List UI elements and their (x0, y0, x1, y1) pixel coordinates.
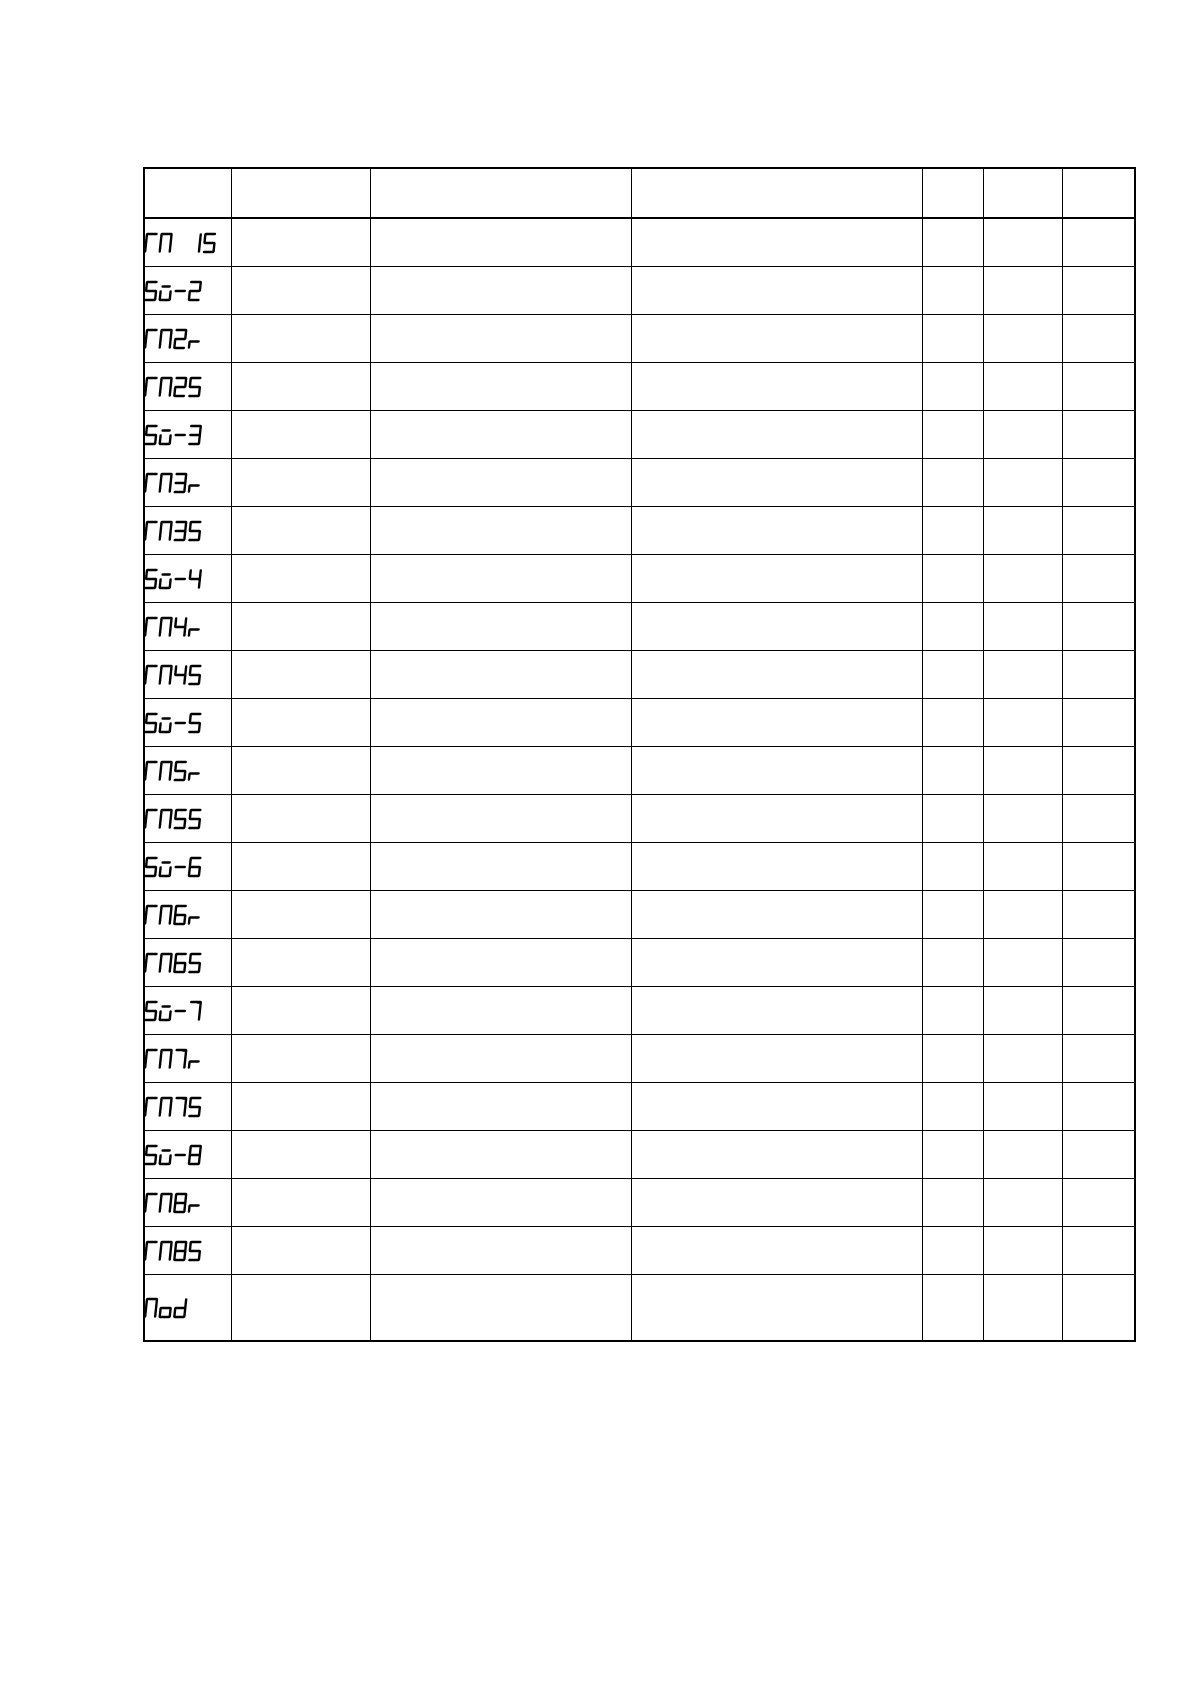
name-cell (231, 363, 370, 411)
name-cell (231, 843, 370, 891)
parameter-code (145, 232, 231, 254)
parameter-code (145, 664, 231, 686)
col6-cell (983, 987, 1062, 1035)
parameter-code (145, 760, 231, 782)
table-row (144, 603, 1135, 651)
code-cell (144, 1083, 231, 1131)
parameter-code (145, 856, 231, 878)
col7-cell (1062, 218, 1135, 267)
description-cell (370, 507, 631, 555)
col7-cell (1062, 315, 1135, 363)
col7-cell (1062, 459, 1135, 507)
col6-cell (983, 651, 1062, 699)
col6-cell (983, 363, 1062, 411)
table-row (144, 651, 1135, 699)
parameter-code (145, 904, 231, 926)
code-cell (144, 603, 231, 651)
name-cell (231, 1083, 370, 1131)
table-row (144, 218, 1135, 267)
range-cell (631, 1227, 922, 1275)
description-cell (370, 459, 631, 507)
col7-cell (1062, 603, 1135, 651)
name-cell (231, 699, 370, 747)
parameter-code (145, 1000, 231, 1022)
code-cell (144, 1275, 231, 1342)
code-cell (144, 795, 231, 843)
parameter-code (145, 616, 231, 638)
col5-cell (922, 1227, 983, 1275)
code-cell (144, 747, 231, 795)
col5-cell (922, 747, 983, 795)
col6-cell (983, 555, 1062, 603)
col6-cell (983, 1179, 1062, 1227)
description-cell (370, 1275, 631, 1342)
col6-cell (983, 699, 1062, 747)
col6-cell (983, 1083, 1062, 1131)
description-cell (370, 218, 631, 267)
col6-cell (983, 218, 1062, 267)
description-cell (370, 315, 631, 363)
table-row (144, 555, 1135, 603)
code-cell (144, 555, 231, 603)
col5-cell (922, 891, 983, 939)
col7-cell (1062, 1083, 1135, 1131)
code-cell (144, 699, 231, 747)
col5-cell (922, 411, 983, 459)
table-row (144, 843, 1135, 891)
parameter-code (145, 712, 231, 734)
description-cell (370, 555, 631, 603)
parameter-code (145, 424, 231, 446)
col6-cell (983, 507, 1062, 555)
name-cell (231, 411, 370, 459)
range-cell (631, 507, 922, 555)
code-cell (144, 267, 231, 315)
col6-cell (983, 843, 1062, 891)
col5-cell (922, 315, 983, 363)
col7-cell (1062, 555, 1135, 603)
description-cell (370, 363, 631, 411)
parameter-code (145, 1297, 231, 1319)
col7-cell (1062, 795, 1135, 843)
description-cell (370, 1227, 631, 1275)
description-cell (370, 987, 631, 1035)
col7-cell (1062, 411, 1135, 459)
col6-cell (983, 603, 1062, 651)
range-cell (631, 651, 922, 699)
col6-cell (983, 315, 1062, 363)
header-cell-col5 (922, 168, 983, 218)
col7-cell (1062, 699, 1135, 747)
table-row (144, 363, 1135, 411)
col5-cell (922, 507, 983, 555)
col5-cell (922, 603, 983, 651)
name-cell (231, 939, 370, 987)
code-cell (144, 891, 231, 939)
range-cell (631, 939, 922, 987)
table-row (144, 1035, 1135, 1083)
table-row (144, 699, 1135, 747)
name-cell (231, 987, 370, 1035)
description-cell (370, 411, 631, 459)
range-cell (631, 843, 922, 891)
header-cell-range (631, 168, 922, 218)
col7-cell (1062, 1179, 1135, 1227)
name-cell (231, 1131, 370, 1179)
table-row (144, 891, 1135, 939)
col7-cell (1062, 1131, 1135, 1179)
description-cell (370, 1083, 631, 1131)
range-cell (631, 218, 922, 267)
col6-cell (983, 411, 1062, 459)
col7-cell (1062, 891, 1135, 939)
col6-cell (983, 1035, 1062, 1083)
col6-cell (983, 1131, 1062, 1179)
col5-cell (922, 363, 983, 411)
col7-cell (1062, 363, 1135, 411)
col7-cell (1062, 507, 1135, 555)
col5-cell (922, 267, 983, 315)
table-row (144, 987, 1135, 1035)
table-row (144, 1179, 1135, 1227)
col6-cell (983, 1275, 1062, 1342)
col6-cell (983, 795, 1062, 843)
header-cell-col6 (983, 168, 1062, 218)
name-cell (231, 603, 370, 651)
col6-cell (983, 939, 1062, 987)
col6-cell (983, 459, 1062, 507)
header-cell-description (370, 168, 631, 218)
name-cell (231, 315, 370, 363)
description-cell (370, 939, 631, 987)
range-cell (631, 459, 922, 507)
description-cell (370, 1131, 631, 1179)
code-cell (144, 1131, 231, 1179)
col7-cell (1062, 939, 1135, 987)
name-cell (231, 218, 370, 267)
col6-cell (983, 747, 1062, 795)
table-row (144, 1227, 1135, 1275)
range-cell (631, 795, 922, 843)
description-cell (370, 699, 631, 747)
code-cell (144, 1179, 231, 1227)
parameter-code (145, 376, 231, 398)
col5-cell (922, 555, 983, 603)
table-row (144, 315, 1135, 363)
code-cell (144, 459, 231, 507)
col7-cell (1062, 651, 1135, 699)
range-cell (631, 1035, 922, 1083)
range-cell (631, 699, 922, 747)
header-row (144, 168, 1135, 218)
col5-cell (922, 1083, 983, 1131)
col5-cell (922, 1035, 983, 1083)
col5-cell (922, 795, 983, 843)
range-cell (631, 267, 922, 315)
range-cell (631, 1275, 922, 1342)
parameter-code (145, 808, 231, 830)
code-cell (144, 987, 231, 1035)
code-cell (144, 651, 231, 699)
range-cell (631, 747, 922, 795)
range-cell (631, 315, 922, 363)
code-cell (144, 315, 231, 363)
parameter-code (145, 520, 231, 542)
name-cell (231, 747, 370, 795)
header-cell-col7 (1062, 168, 1135, 218)
range-cell (631, 363, 922, 411)
name-cell (231, 1035, 370, 1083)
description-cell (370, 267, 631, 315)
description-cell (370, 1035, 631, 1083)
table-row (144, 747, 1135, 795)
range-cell (631, 1131, 922, 1179)
table-row (144, 1083, 1135, 1131)
table-row (144, 1275, 1135, 1342)
col7-cell (1062, 1275, 1135, 1342)
table-row (144, 795, 1135, 843)
col5-cell (922, 1275, 983, 1342)
parameter-code (145, 568, 231, 590)
table-row (144, 507, 1135, 555)
col5-cell (922, 1131, 983, 1179)
name-cell (231, 795, 370, 843)
parameter-code (145, 328, 231, 350)
parameter-table (143, 167, 1136, 1342)
name-cell (231, 555, 370, 603)
name-cell (231, 891, 370, 939)
col6-cell (983, 891, 1062, 939)
range-cell (631, 411, 922, 459)
col6-cell (983, 1227, 1062, 1275)
description-cell (370, 1179, 631, 1227)
parameter-code (145, 1192, 231, 1214)
description-cell (370, 747, 631, 795)
name-cell (231, 1179, 370, 1227)
header-cell-name (231, 168, 370, 218)
name-cell (231, 1227, 370, 1275)
col7-cell (1062, 843, 1135, 891)
col5-cell (922, 843, 983, 891)
parameter-code (145, 472, 231, 494)
description-cell (370, 651, 631, 699)
description-cell (370, 891, 631, 939)
col6-cell (983, 267, 1062, 315)
header-cell-parameter (144, 168, 231, 218)
range-cell (631, 603, 922, 651)
code-cell (144, 411, 231, 459)
parameter-code (145, 1144, 231, 1166)
range-cell (631, 987, 922, 1035)
name-cell (231, 459, 370, 507)
range-cell (631, 1083, 922, 1131)
col5-cell (922, 218, 983, 267)
parameter-code (145, 952, 231, 974)
range-cell (631, 891, 922, 939)
description-cell (370, 795, 631, 843)
col5-cell (922, 939, 983, 987)
col5-cell (922, 699, 983, 747)
parameter-code (145, 1048, 231, 1070)
code-cell (144, 218, 231, 267)
code-cell (144, 843, 231, 891)
name-cell (231, 267, 370, 315)
col5-cell (922, 651, 983, 699)
table-row (144, 459, 1135, 507)
code-cell (144, 939, 231, 987)
parameter-code (145, 1240, 231, 1262)
table-row (144, 1131, 1135, 1179)
range-cell (631, 555, 922, 603)
col7-cell (1062, 267, 1135, 315)
code-cell (144, 1035, 231, 1083)
col5-cell (922, 1179, 983, 1227)
description-cell (370, 843, 631, 891)
col7-cell (1062, 1035, 1135, 1083)
col7-cell (1062, 987, 1135, 1035)
range-cell (631, 1179, 922, 1227)
col7-cell (1062, 1227, 1135, 1275)
name-cell (231, 1275, 370, 1342)
table-row (144, 411, 1135, 459)
col5-cell (922, 987, 983, 1035)
code-cell (144, 363, 231, 411)
name-cell (231, 507, 370, 555)
name-cell (231, 651, 370, 699)
table-row (144, 939, 1135, 987)
col7-cell (1062, 747, 1135, 795)
code-cell (144, 1227, 231, 1275)
col5-cell (922, 459, 983, 507)
code-cell (144, 507, 231, 555)
parameter-code (145, 1096, 231, 1118)
parameter-code (145, 280, 231, 302)
description-cell (370, 603, 631, 651)
table-row (144, 267, 1135, 315)
